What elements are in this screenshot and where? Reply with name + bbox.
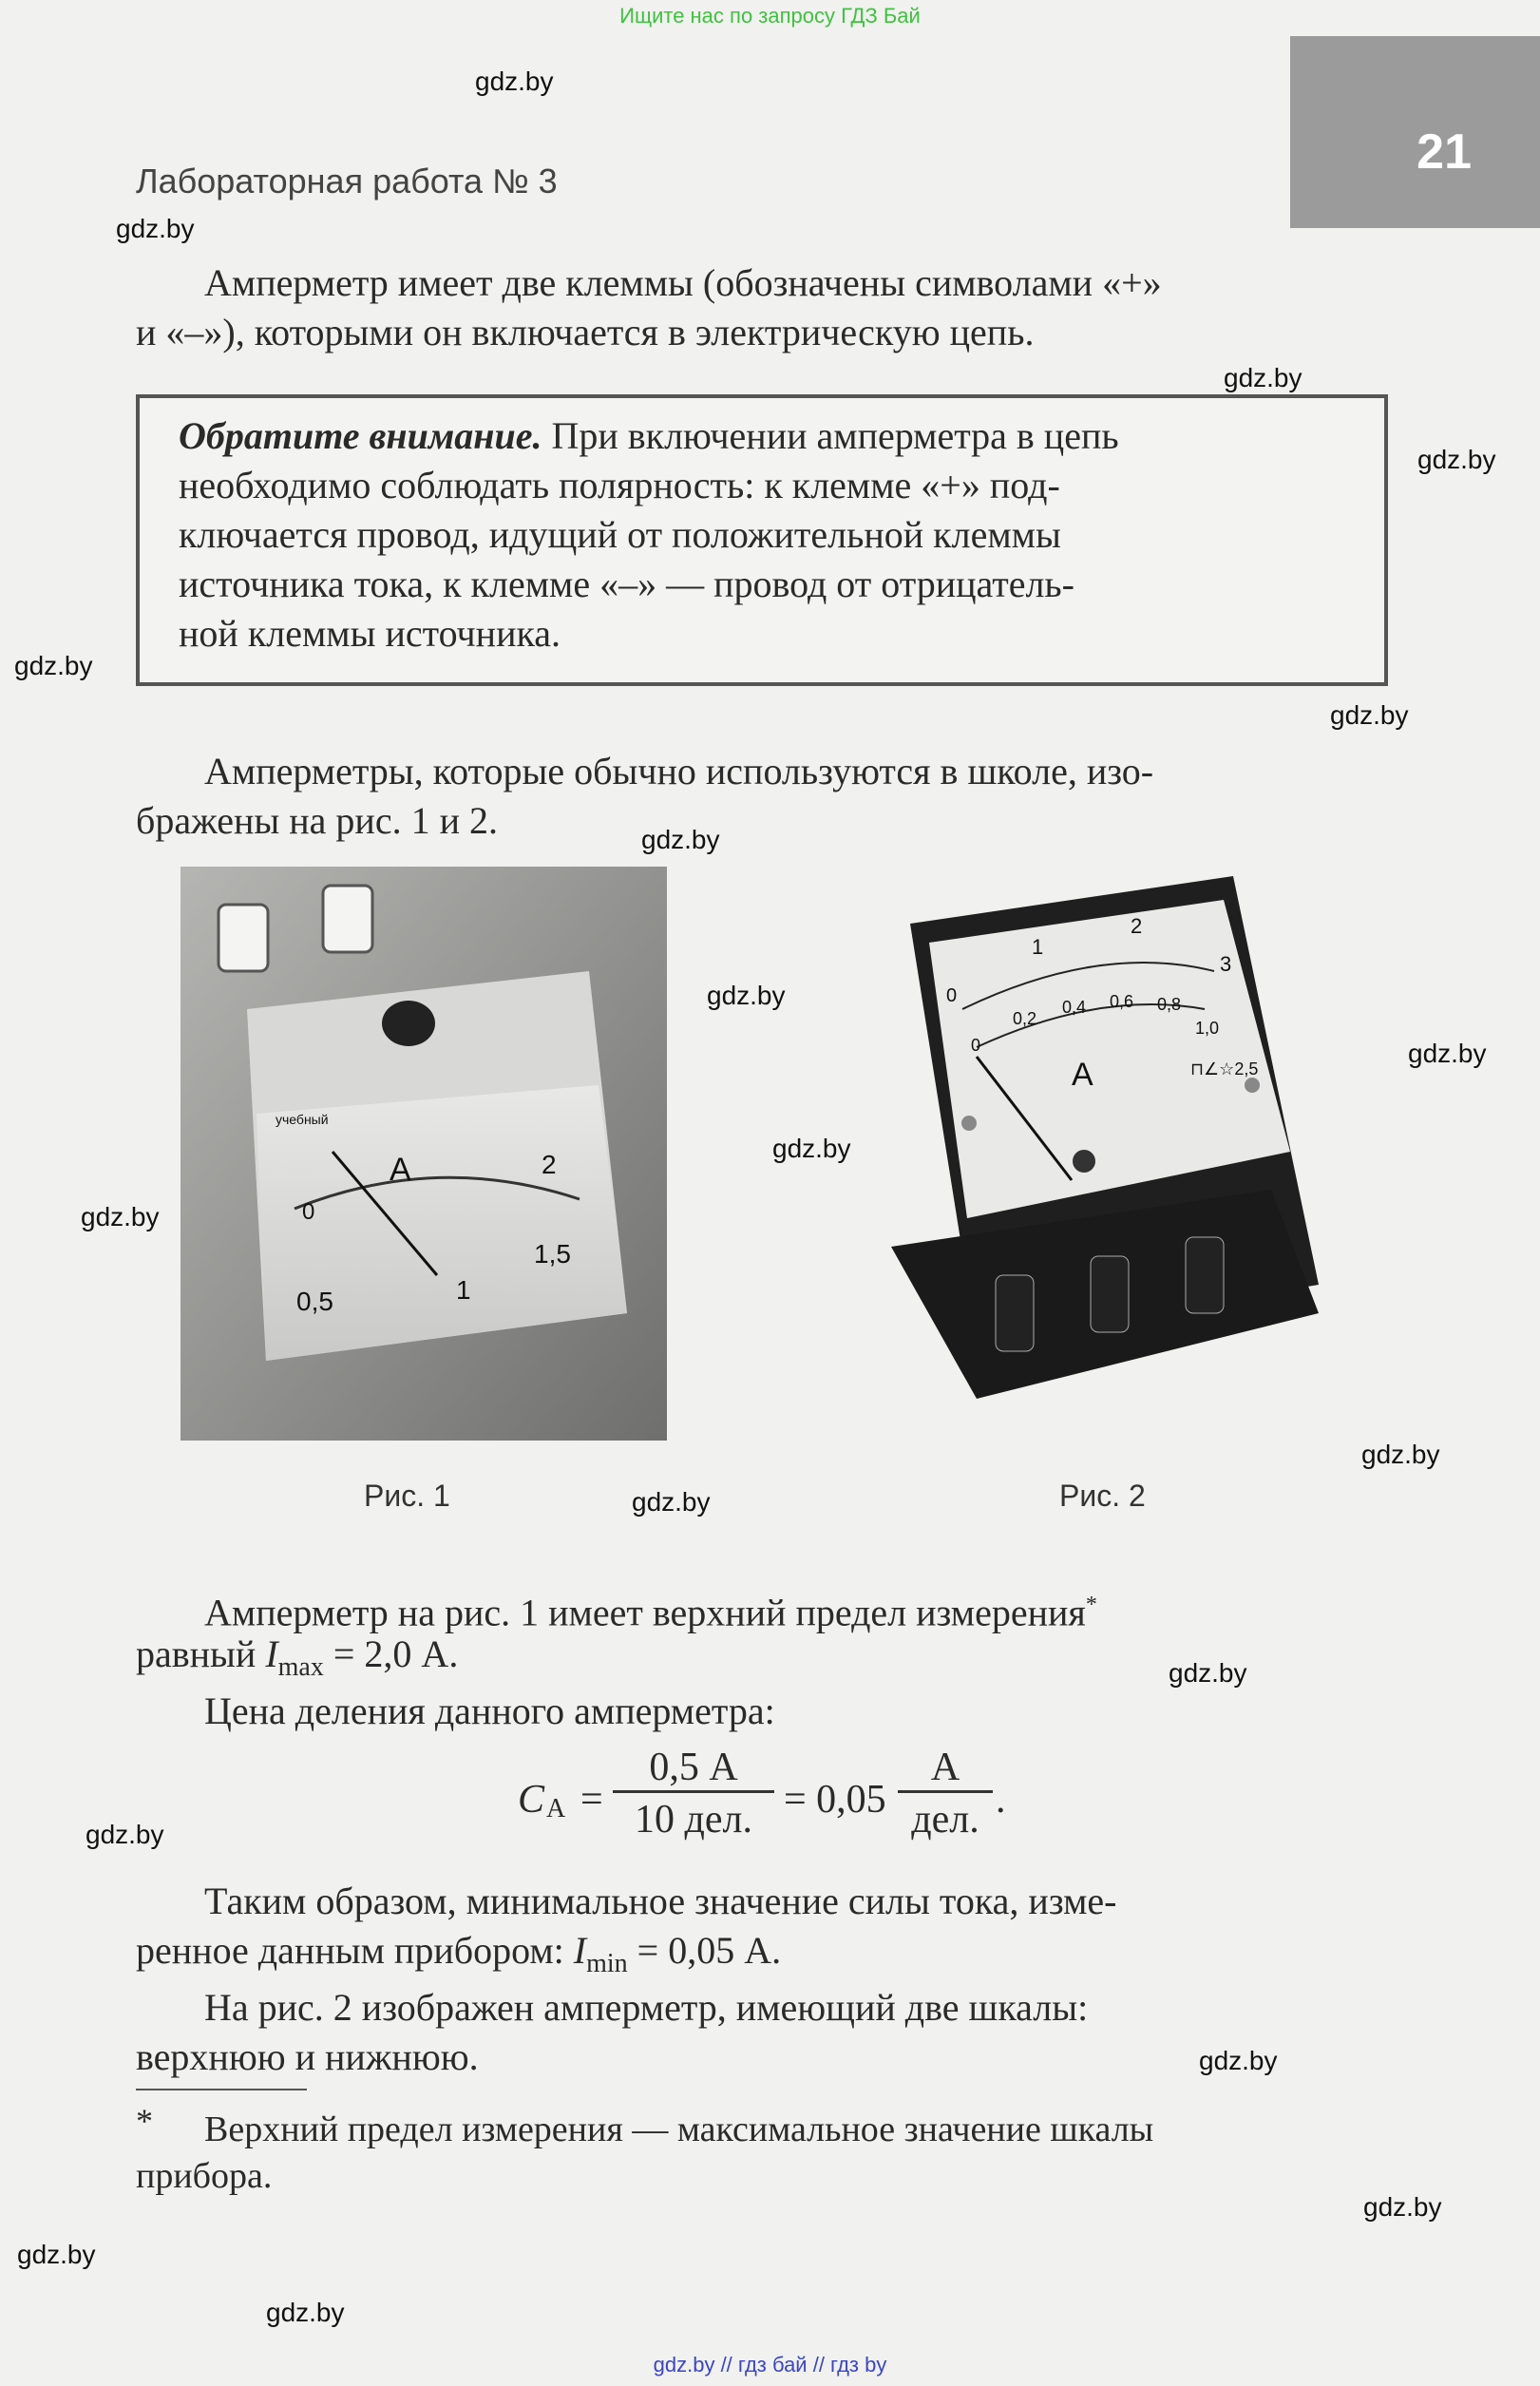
watermark: gdz.by	[1408, 1039, 1487, 1068]
fraction-1-num: 0,5 А	[613, 1745, 774, 1793]
para3-line2	[136, 1630, 458, 1692]
watermark: gdz.by	[772, 1134, 851, 1163]
para5-line2	[136, 1926, 781, 1989]
fig2-caption: Рис. 2	[1059, 1479, 1146, 1513]
formula-result: = 0,05	[784, 1778, 886, 1822]
page-number: 21	[1416, 124, 1472, 180]
para3-value: = 2,0 А.	[323, 1632, 459, 1675]
note-label: Обратите внимание.	[179, 414, 542, 457]
figure-1-ammeter	[181, 867, 667, 1441]
fig1-scale-0: 0	[302, 1199, 315, 1225]
fig2-lower-04: 0,4	[1062, 998, 1087, 1017]
watermark: gdz.by	[14, 651, 93, 680]
note-line2: необходимо соблюдать полярность: к клемме «+» под-	[179, 464, 1060, 506]
watermark: gdz.by	[266, 2298, 345, 2327]
fig2-upper-2: 2	[1131, 914, 1143, 938]
para2-line2: бражены на рис. 1 и 2.	[136, 799, 498, 842]
footnote-ref: *	[1085, 1593, 1097, 1617]
fig2-lower-0: 0	[971, 1036, 981, 1055]
watermark: gdz.by	[17, 2240, 96, 2269]
watermark: gdz.by	[1417, 445, 1496, 474]
watermark: gdz.by	[116, 214, 195, 243]
ammeter-photo-1	[181, 867, 667, 1441]
para5-line1: Таким образом, минимальное значение силы тока, изме-	[204, 1880, 1117, 1922]
watermark: gdz.by	[1224, 363, 1302, 392]
watermark: gdz.by	[86, 1820, 164, 1849]
fig2-lower-06: 0,6	[1110, 992, 1134, 1011]
fraction-2	[898, 1745, 993, 1842]
watermark: gdz.by	[1330, 700, 1409, 730]
sub-min: min	[586, 1949, 628, 1978]
fig2-lower-08: 0,8	[1157, 995, 1182, 1014]
fig1-unit: A	[390, 1152, 411, 1188]
para3-text2: равный	[136, 1632, 266, 1675]
formula-end: .	[996, 1778, 1006, 1822]
note-line5: ной клеммы источника.	[179, 612, 561, 655]
watermark: gdz.by	[641, 825, 720, 854]
bottom-banner[interactable]: gdz.by // гдз бай // гдз by	[653, 2353, 887, 2376]
note-text	[179, 411, 1347, 659]
note-line3: ключается провод, идущий от положительной клеммы	[179, 513, 1061, 556]
footnote-rule	[136, 2089, 307, 2090]
formula-eq: =	[580, 1778, 603, 1822]
note-line4: источника тока, к клемме «–» — провод от отрицатель-	[179, 563, 1074, 605]
fraction-2-num: А	[898, 1745, 993, 1793]
para6-line2: верхнюю и нижнюю.	[136, 2035, 479, 2078]
watermark: gdz.by	[632, 1487, 711, 1517]
fig1-scale-2: 2	[542, 1150, 557, 1179]
watermark: gdz.by	[1361, 1440, 1440, 1469]
fraction-1	[613, 1745, 774, 1842]
fig2-lower-02: 0,2	[1013, 1009, 1037, 1028]
para5-text: ренное данным прибором:	[136, 1929, 574, 1972]
top-banner[interactable]: Ищите нас по запросу ГДЗ Бай	[619, 4, 921, 28]
watermark: gdz.by	[1169, 1658, 1247, 1688]
formula-division-value	[518, 1745, 1012, 1859]
para1-line1: Амперметр имеет две клеммы (обозначены символами «+»	[204, 261, 1162, 304]
watermark: gdz.by	[475, 67, 554, 96]
fig2-upper-3: 3	[1220, 952, 1232, 976]
fig1-brand: учебный	[276, 1112, 329, 1127]
fig2-upper-1: 1	[1032, 935, 1044, 959]
para4: Цена деления данного амперметра:	[204, 1689, 775, 1732]
formula-C-sub: A	[546, 1794, 566, 1823]
figure-2-ammeter	[872, 867, 1328, 1441]
fig2-upper-0: 0	[946, 985, 958, 1006]
var-I: I	[265, 1632, 278, 1675]
footnote-line2: прибора.	[136, 2156, 273, 2196]
para5-value: = 0,05 А.	[627, 1929, 782, 1972]
running-head: Лабораторная работа № 3	[136, 162, 558, 200]
formula-C: C	[518, 1778, 545, 1822]
para6-line1: На рис. 2 изображен амперметр, имеющий две шкалы:	[204, 1986, 1089, 2029]
fig2-mark: ⊓∠☆2,5	[1190, 1059, 1259, 1078]
sub-max: max	[277, 1652, 324, 1682]
watermark: gdz.by	[81, 1202, 160, 1231]
fraction-1-den: 10 дел.	[635, 1798, 752, 1842]
para2-line1: Амперметры, которые обычно используются в школе, изо-	[204, 750, 1154, 792]
footnote-line1: Верхний предел измерения — максимальное значение шкалы	[204, 2109, 1154, 2149]
watermark: gdz.by	[707, 981, 786, 1010]
var-I: I	[573, 1929, 587, 1972]
fig2-unit: A	[1072, 1057, 1093, 1093]
fig1-caption: Рис. 1	[364, 1479, 450, 1513]
watermark: gdz.by	[1199, 2046, 1278, 2075]
fraction-2-den: дел.	[911, 1798, 979, 1842]
fig1-scale-15: 1,5	[534, 1239, 571, 1269]
footnote-star: *	[136, 2102, 153, 2140]
para3-text: Амперметр на рис. 1 имеет верхний предел измерения	[204, 1591, 1086, 1634]
fig1-scale-1: 1	[456, 1275, 471, 1305]
ammeter-photo-2	[872, 867, 1328, 1441]
para1-line2: и «–»), которыми он включается в электрическую цепь.	[136, 311, 1035, 353]
fig2-lower-10: 1,0	[1195, 1019, 1220, 1038]
page-number-tab	[1290, 36, 1540, 228]
watermark: gdz.by	[1363, 2192, 1442, 2222]
fig1-scale-05: 0,5	[296, 1287, 333, 1316]
note-line1: При включении амперметра в цепь	[542, 414, 1119, 457]
